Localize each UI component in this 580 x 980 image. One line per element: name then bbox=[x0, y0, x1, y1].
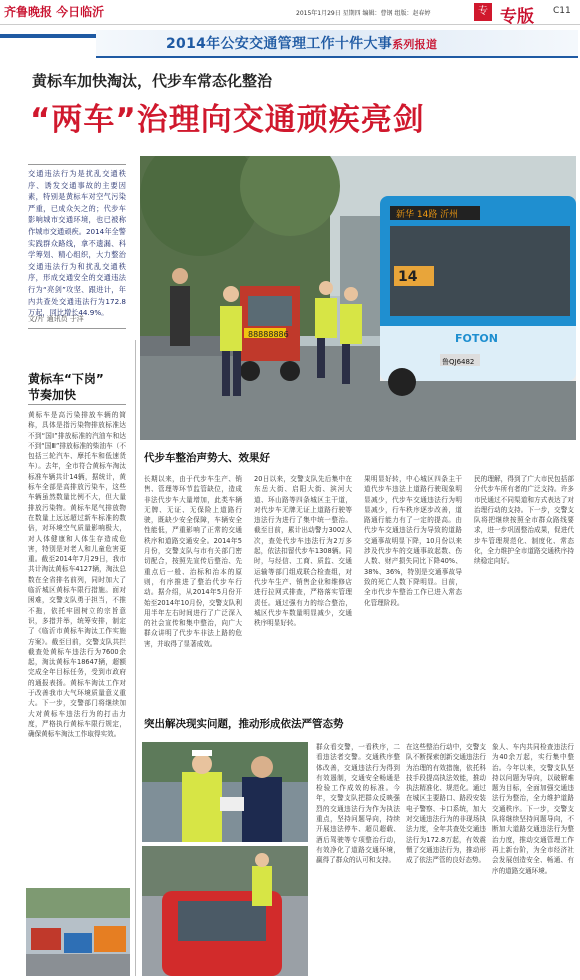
special-edition-mark-icon: 专 bbox=[474, 3, 492, 21]
banner-series-tag: 系列报道 bbox=[392, 38, 438, 51]
photo3-illustration bbox=[142, 846, 308, 976]
page-number: C11 bbox=[553, 6, 571, 16]
city-bus bbox=[380, 196, 576, 396]
lead-bottom-rule bbox=[28, 328, 126, 329]
banner-accent-bar bbox=[0, 34, 96, 38]
section2-column-2: 20日以来，交警支队先后集中在东岳大街、启阳大街、滨河大道、环山路等四条城区主干道，对代步车无牌无证上道路行驶等违法行为进行了集中统一整治。截至目前，累计出动警力3002人次，查处代步车违法行为2万多起，依法扣留代步车1308辆。同时，与经信、工商、质监、交通运输等部门组成联合检查组，对代步车生产、销售企业和维修店进行拉网式排查，严格落实管理责任。通过强有力的综合整治，城区代步车数量明显减少，交通秩序明显好转。 bbox=[254, 475, 352, 628]
banner-title bbox=[166, 33, 437, 53]
section3-column-1: 群众看交警，一看秩序，二看违法者交警。交通秩序整体改善，交通违法行为得到有效遏制，交通安全畅通是检验工作成效的标准。今年，交警支队把群众反映强烈的交通违法行为作为执法重点，坚持问题导向，持续开展违法停车、超员超载、酒后驾驶等专项整治行动，有效净化了道路交通环境，赢得了群众的认可和支持。 bbox=[316, 743, 400, 865]
section1-rule bbox=[28, 404, 126, 405]
section2-column-4: 民的理解，得到了广大市民包括部分代步车所有者的广泛支持。许多市民通过不同渠道和方式表达了对治理行动的支持。下一步，交警支队将把继续按照全市群众路线要求，进一步巩固整治成果，促进代步车管理规范化、制度化、常态化，全力维护全市道路交通秩序持续稳定向好。 bbox=[474, 475, 574, 566]
section-strict-enforcement-subhead: 突出解决现实问题，推动形成依法严管态势 bbox=[144, 718, 344, 730]
bus-route-number: 14 bbox=[398, 269, 418, 285]
newspaper-logo: 齐鲁晚报 今日临沂 bbox=[4, 5, 105, 19]
banner-title-text: 2014年公安交通管理工作十件大事 bbox=[166, 36, 393, 52]
bus-plate: 鲁QJ6482 bbox=[442, 358, 475, 366]
section-yellow-label-car-body: 黄标车是高污染排放车辆的简称，具体是指污染物排放标准达不到“国Ⅰ”排放标准的汽油车和达不到“国Ⅲ”排放标准的柴油车（不包括三轮汽车、摩托车和低速货车）。去年，全市符合黄标车淘汰标准车辆共计14辆，据统计，黄标车全部是高排放污染车，这些车辆虽然数量比例不大，但大量排放污染物。黄标车尾气排放物在数量上远远超过新车标准的数倍，对环境空气质量影响极大，对人体健康和人体生存造成危害，特别是对老人和儿童危害更重。截至2014年7月29日，我市共计淘汰黄标车4127辆，淘汰总数在全省排名前列，同时加大了临沂城区黄标车限行措施。面对困难，交警支队勇于担当，不推不拖，依托牢固树立的宗旨意识，多措并举，统筹安排，制定了《临沂市黄标车淘汰工作实施方案》。截至目前，交警支队共拦截查处黄标车违法行为7600余起，淘汰黄标车18647辆，超额完成全年目标任务，受到市政府的通报表扬。黄标车淘汰工作对于改善我市大气环境质量意义重大。下一步，交警部门将继续加大对黄标车违法行为的打击力度，严格执行黄标车限行规定，确保黄标车淘汰工作取得实效。 bbox=[28, 411, 126, 739]
special-edition-label: 专版 bbox=[500, 7, 534, 27]
masthead bbox=[0, 0, 580, 25]
issue-date: 2015年1月29日 星期四 编辑：曹钢 组版：赵春婷 bbox=[296, 10, 431, 17]
section3-column-2: 在这些整治行动中，交警支队不断探索创新交通违法行为治理的有效措施，依托科技手段提高执法效能，推动执法精准化、规范化。通过在城区主要路口、路段安装电子警察、卡口系统，加大对交通违法行为的非现场执法力度，全年共查处交通违法行为172.8万起，有效震慑了交通违法行为，推动形成了依法严管的良好态势。 bbox=[406, 743, 486, 865]
main-photo-illustration bbox=[140, 156, 576, 440]
lead-paragraph: 交通违法行为是扰乱交通秩序、诱发交通事故的主要因素，特别是黄标车对空气污染严重，已成众矢之的；代步车影响城市交通环境，也已被称作城市交通顽疾。2014年全警实践群众路线，拿不遗漏、科学筹划、精心组织，大力整治交通违法行为和扰乱交通秩序，形成交通安全的交通违法行为“亮剑”攻坚、跟进计，年内共查处交通违法行为172.8万起，同比增长44.9%。 bbox=[28, 169, 126, 318]
column-divider bbox=[135, 340, 136, 976]
headline-kicker: 黄标车加快淘汰，代步车常态化整治 bbox=[32, 72, 273, 90]
photo4-illustration bbox=[26, 888, 130, 976]
main-photo-traffic-police-bus bbox=[140, 156, 576, 440]
bus-destination-sign: 新华 14路 沂州 bbox=[396, 210, 459, 220]
main-headline: “两车”治理向交通顽疾亮剑 bbox=[30, 102, 425, 138]
byline: 文/片 通讯员 于洋 bbox=[28, 315, 84, 323]
section2-column-1: 长期以来，由于代步车生产、销售、管理等环节监管缺位，造成非法代步车大量增加，此类车辆无牌、无证、无保险上道路行驶，既缺少安全保障，车辆安全性能低，严重影响了正常的交通秩序和道路交通安全。2014年5月份，交警支队与市有关部门密切配合，按照先宣传后整治、先重点后一般、治标和治本的原则，有序推进了整治代步车行动。据介绍，从2014年5月份开始至2014年10月份，交警支队利用半年左右时间进行了广泛深入的社会宣传和集中整治，向广大群众讲明了代步车非法上路的危害，并取得了显著成效。 bbox=[144, 475, 242, 648]
bus-brand: FOTON bbox=[455, 332, 498, 345]
photo-police-checking-driver bbox=[142, 742, 308, 842]
photo2-illustration bbox=[142, 742, 308, 842]
lead-top-rule bbox=[28, 164, 126, 165]
section3-column-3: 象人、车内共同检查违法行为40余万起，实行集中整治。今年以来，交警支队坚持以问题为导向，以破解难题为目标，全面加强交通违法行为整治，全力维护道路交通秩序。下一步，交警支队将继续坚持问题导向，不断加大道路交通违法行为整治力度，推动交通管理工作再上新台阶，为全市经济社会发展创造安全、畅通、有序的道路交通环境。 bbox=[492, 743, 574, 875]
photo-police-red-car bbox=[142, 846, 308, 976]
section-mobility-vehicle-subhead: 代步车整治声势大、效果好 bbox=[144, 452, 270, 464]
section2-column-3: 果明显好转，中心城区四条主干道代步车违法上道路行驶现象明显减少，代步车交通违法行为明显减少，行车秩序逐步改善，道路通行能力有了一定的提高。由代步车交通违法行为导致的道路交通事故明显下降，10月份以来涉及代步车的交通事故起数、伤人数、财产损失同比下降40%、38%、36%，特别是交通事故导致的死亡人数下降明显。目前，全市代步车整治工作已进入常态化管理阶段。 bbox=[364, 475, 462, 607]
photo-vehicle-scrapyard bbox=[26, 888, 130, 976]
section-yellow-label-car-subhead-line2: 节奏加快 bbox=[28, 388, 77, 402]
section-yellow-label-car-subhead-line1: 黄标车“下岗” bbox=[28, 372, 104, 386]
series-banner bbox=[96, 30, 578, 58]
tricycle-plate-text: 88888886 bbox=[248, 330, 289, 339]
